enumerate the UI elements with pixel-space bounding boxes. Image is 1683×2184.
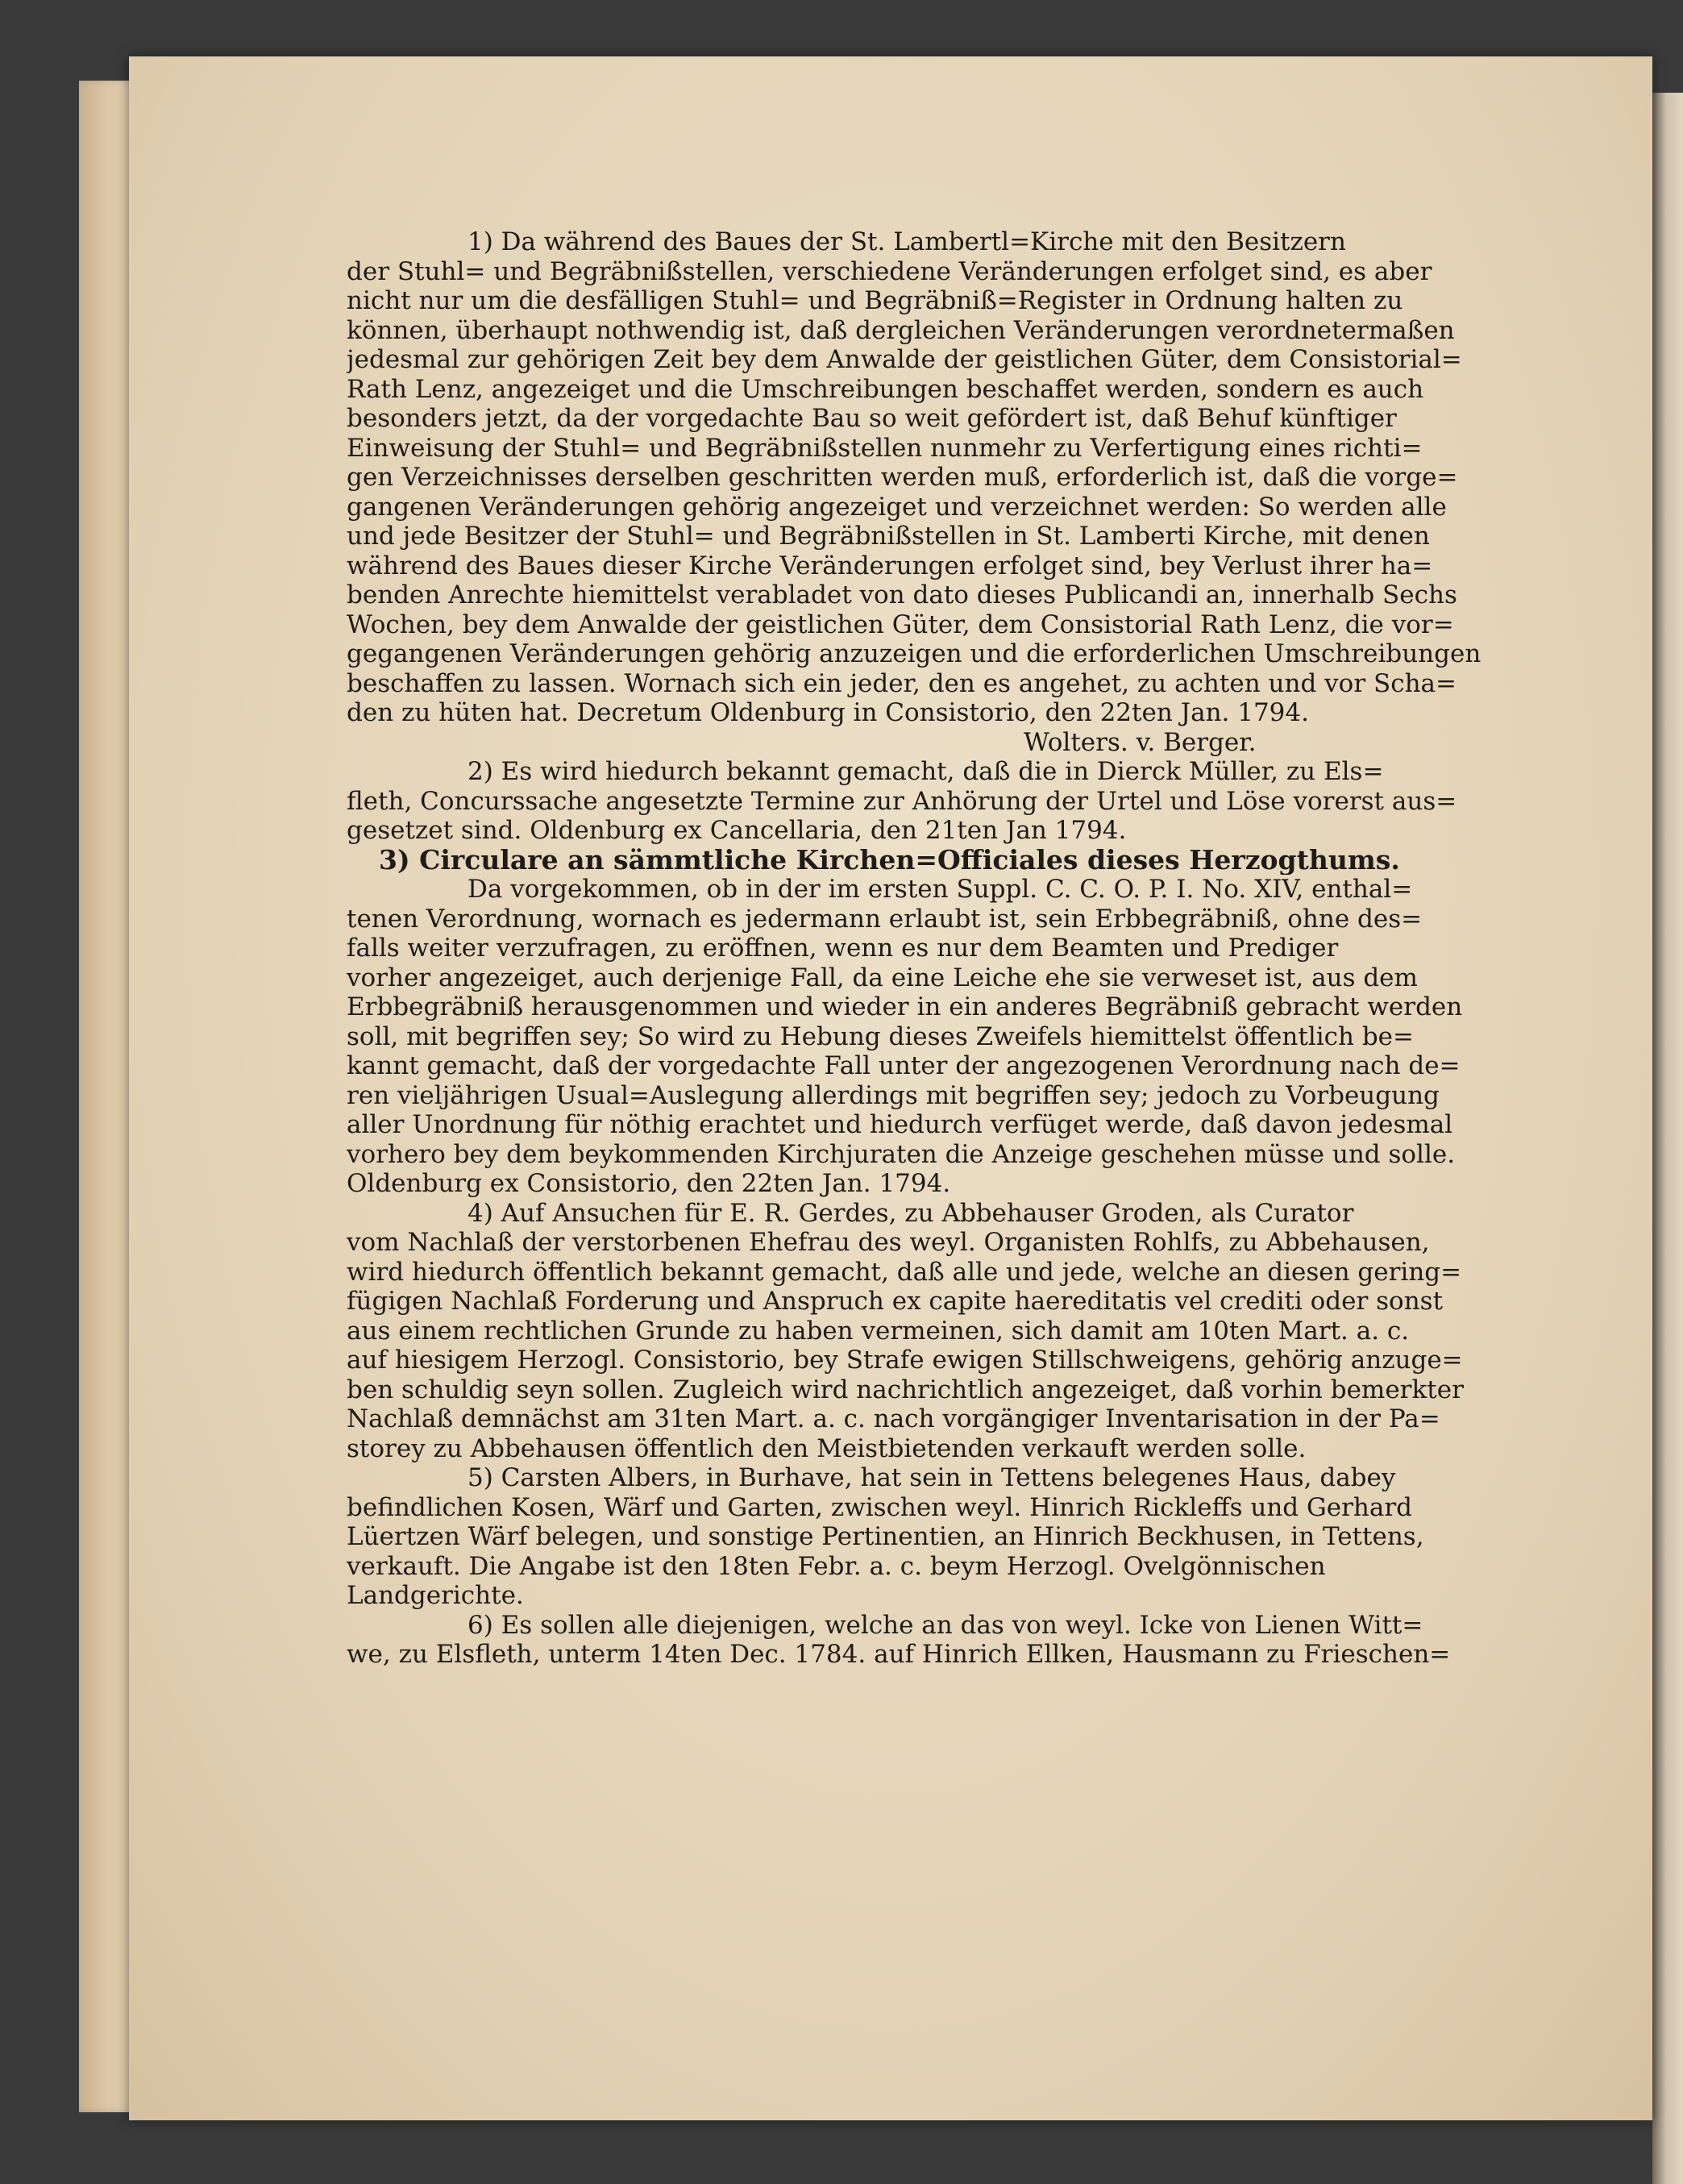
text-line: vorher angezeiget, auch derjenige Fall, da eine Leiche ehe sie verweset ist, aus dem [347,963,1418,992]
text-line: Da vorgekommen, ob in der im ersten Suppl. C. C. O. P. I. No. XIV, enthal= [468,875,1413,904]
text-line: während des Baues dieser Kirche Veränderungen erfolget sind, bey Verlust ihrer ha= [347,551,1433,580]
text-line: Lüertzen Wärf belegen, und sonstige Pertinentien, an Hinrich Beckhusen, in Tettens, [347,1522,1424,1551]
text-line: gegangenen Veränderungen gehörig anzuzeigen und die erforderlichen Umschreibungen [347,639,1481,668]
text-line: soll, mit begriffen sey; So wird zu Hebung dieses Zweifels hiemittelst öffentlich be= [347,1021,1414,1051]
text-line: befindlichen Kosen, Wärf und Garten, zwischen weyl. Hinrich Rickleffs und Gerhard [347,1492,1413,1522]
text-line: besonders jetzt, da der vorgedachte Bau so weit gefördert ist, daß Behuf künftiger [347,404,1397,433]
text-line: falls weiter verzufragen, zu eröffnen, wenn es nur dem Beamten und Prediger [347,934,1339,963]
text-line: der Stuhl= und Begräbnißstellen, verschiedene Veränderungen erfolget sind, es aber [347,256,1432,286]
signature-line: Wolters. v. Berger. [1024,727,1257,757]
text-line: auf hiesigem Herzogl. Consistorio, bey Strafe ewigen Stillschweigens, gehörig anzuge= [347,1346,1463,1375]
text-line: fügigen Nachlaß Forderung und Anspruch ex capite haereditatis vel crediti oder sonst [347,1287,1444,1316]
text-line: 2) Es wird hiedurch bekannt gemacht, daß die in Dierck Müller, zu Els= [468,757,1384,786]
text-line: gesetzet sind. Oldenburg ex Cancellaria, den 21ten Jan 1794. [347,816,1127,845]
text-line: und jede Besitzer der Stuhl= und Begräbnißstellen in St. Lamberti Kirche, mit denen [347,522,1430,551]
text-line: tenen Verordnung, wornach es jedermann erlaubt ist, sein Erbbegräbniß, ohne des= [347,904,1423,934]
text-line: jedesmal zur gehörigen Zeit bey dem Anwalde der geistlichen Güter, dem Consistorial= [347,345,1462,374]
text-line: können, überhaupt nothwendig ist, daß dergleichen Veränderungen verordnetermaßen [347,315,1455,345]
text-line: nicht nur um die desfälligen Stuhl= und Begräbniß=Register in Ordnung halten zu [347,286,1403,315]
text-line: Einweisung der Stuhl= und Begräbnißstellen nunmehr zu Verfertigung eines richti= [347,433,1423,463]
text-line: 6) Es sollen alle diejenigen, welche an das von weyl. Icke von Lienen Witt= [468,1610,1423,1640]
text-line: Landgerichte. [347,1581,524,1610]
page-edge-right [1652,93,1683,2184]
text-line: gen Verzeichnisses derselben geschritten werden muß, erforderlich ist, daß die vorge= [347,463,1458,492]
text-line: Rath Lenz, angezeiget und die Umschreibungen beschaffet werden, sondern es auch [347,374,1424,404]
text-line: beschaffen zu lassen. Wornach sich ein jeder, den es angehet, zu achten und vor Scha= [347,668,1457,698]
section-heading: 3) Circulare an sämmtliche Kirchen=Officiales dieses Herzogthums. [379,845,1400,875]
text-line: den zu hüten hat. Decretum Oldenburg in Consistorio, den 22ten Jan. 1794. [347,698,1309,727]
text-line: Wochen, bey dem Anwalde der geistlichen Güter, dem Consistorial Rath Lenz, die vor= [347,609,1454,639]
text-line: ren vieljährigen Usual=Auslegung allerdings mit begriffen sey; jedoch zu Vorbeugung [347,1080,1440,1110]
text-line: fleth, Concurssache angesetzte Termine zur Anhörung der Urtel und Löse vorerst aus= [347,786,1457,816]
text-line: Oldenburg ex Consistorio, den 22ten Jan. 1794. [347,1169,951,1198]
text-line: verkauft. Die Angabe ist den 18ten Febr. a. c. beym Herzogl. Ovelgönnischen [347,1551,1326,1581]
text-line: kannt gemacht, daß der vorgedachte Fall unter der angezogenen Verordnung nach de= [347,1051,1461,1080]
text-line: wird hiedurch öffentlich bekannt gemacht, daß alle und jede, welche an diesen gering= [347,1257,1462,1287]
text-line: vom Nachlaß der verstorbenen Ehefrau des weyl. Organisten Rohlfs, zu Abbehausen, [347,1228,1430,1257]
text-line: storey zu Abbehausen öffentlich den Meistbietenden verkauft werden solle. [347,1433,1307,1463]
text-line: vorhero bey dem beykommenden Kirchjuraten die Anzeige geschehen müsse und solle. [347,1139,1456,1169]
text-line: 4) Auf Ansuchen für E. R. Gerdes, zu Abbehauser Groden, als Curator [468,1198,1354,1228]
text-line: aller Unordnung für nöthig erachtet und hiedurch verfüget werde, daß davon jedesmal [347,1110,1453,1139]
document-text [347,227,1522,1670]
text-line: 1) Da während des Baues der St. Lambertl=Kirche mit den Besitzern [468,227,1346,256]
text-line: Nachlaß demnächst am 31ten Mart. a. c. nach vorgängiger Inventarisation in der Pa= [347,1404,1440,1433]
text-line: gangenen Veränderungen gehörig angezeiget und verzeichnet werden: So werden alle [347,492,1447,522]
text-line: we, zu Elsfleth, unterm 14ten Dec. 1784. auf Hinrich Ellken, Hausmann zu Frieschen= [347,1640,1451,1669]
text-line: ben schuldig seyn sollen. Zugleich wird nachrichtlich angezeiget, daß vorhin bemerkter [347,1375,1464,1404]
text-line: benden Anrechte hiemittelst verabladet von dato dieses Publicandi an, innerhalb Sechs [347,580,1457,609]
text-line: 5) Carsten Albers, in Burhave, hat sein in Tettens belegenes Haus, dabey [468,1463,1396,1492]
text-line: aus einem rechtlichen Grunde zu haben vermeinen, sich damit am 10ten Mart. a. c. [347,1316,1410,1346]
text-line: Erbbegräbniß herausgenommen und wieder in ein anderes Begräbniß gebracht werden [347,992,1463,1021]
